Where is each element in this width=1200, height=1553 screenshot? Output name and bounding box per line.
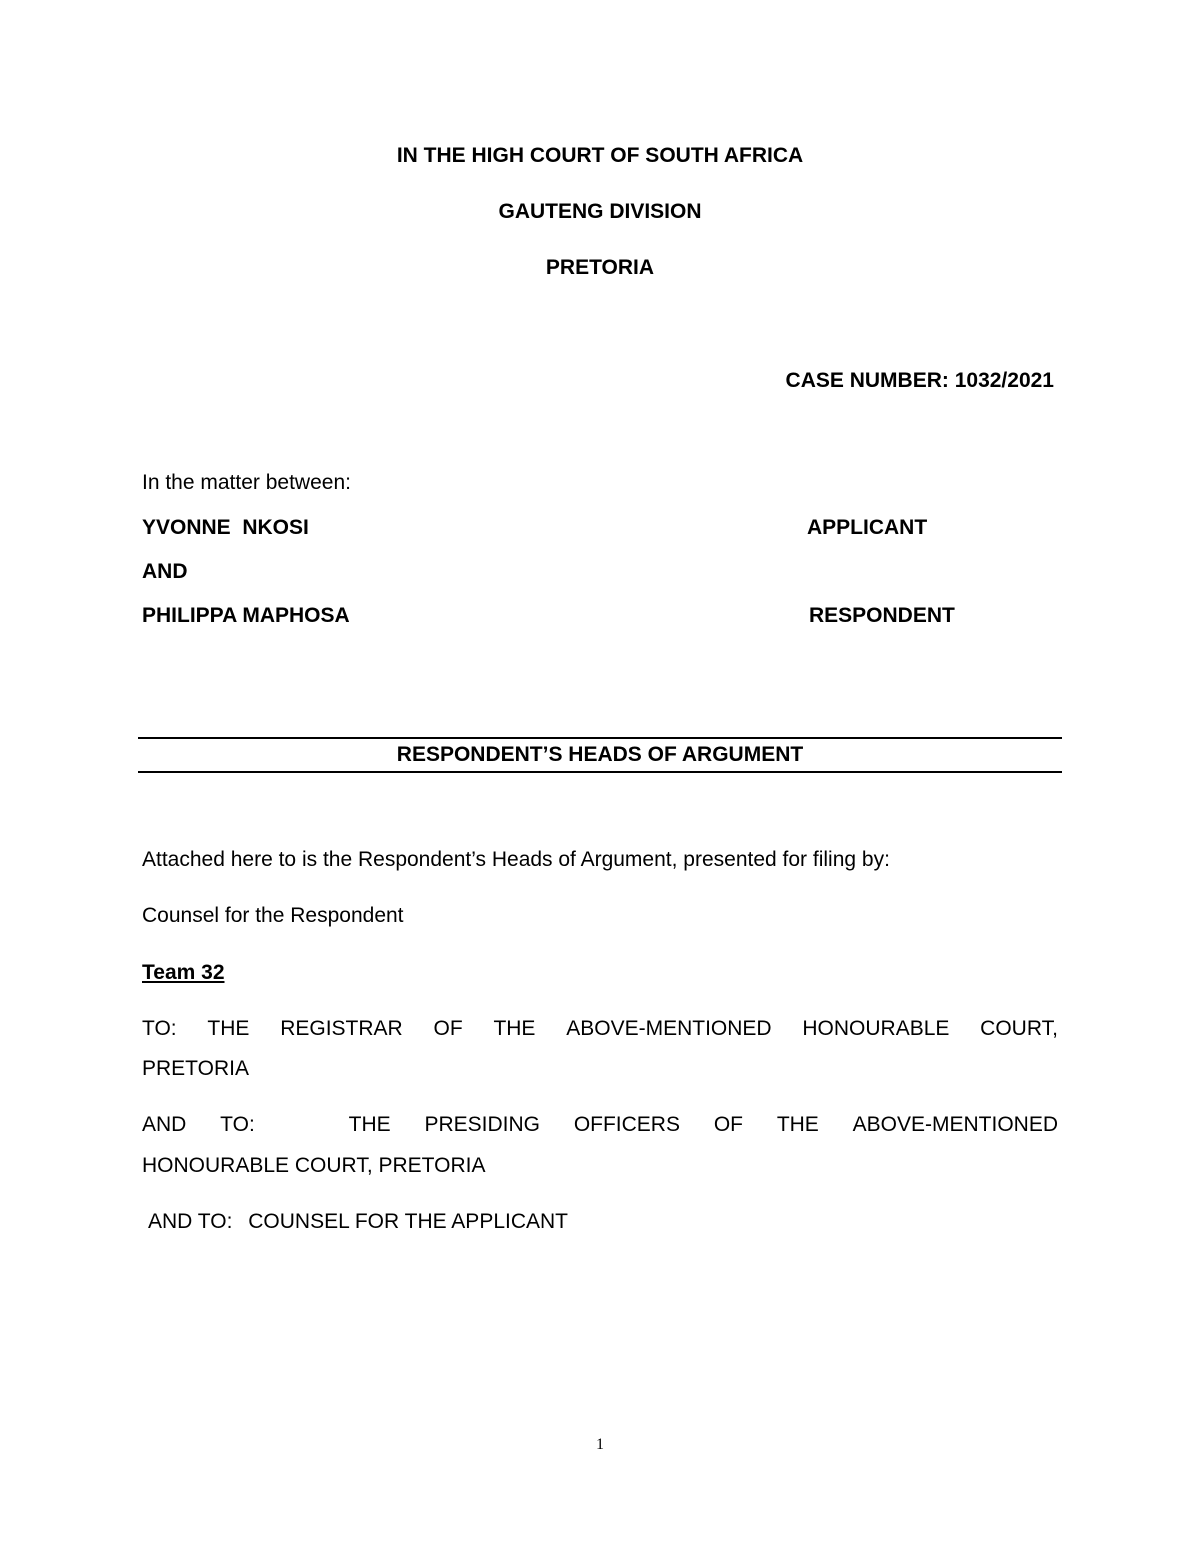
registrar-line-continued: PRETORIA [142, 1057, 249, 1080]
respondent-role: RESPONDENT [809, 604, 955, 627]
presiding-word: ABOVE-MENTIONED [852, 1113, 1058, 1136]
page-number: 1 [596, 1436, 604, 1453]
document-title: RESPONDENT’S HEADS OF ARGUMENT [396, 743, 804, 766]
attached-statement: Attached here to is the Respondent’s Heads of Argument, presented for filing by: [142, 848, 890, 871]
applicant-counsel-text: COUNSEL FOR THE APPLICANT [248, 1210, 569, 1233]
registrar-word: HONOURABLE [802, 1017, 950, 1040]
city-heading: PRETORIA [545, 256, 655, 279]
presiding-word: THE [776, 1113, 819, 1136]
registrar-word: ABOVE-MENTIONED [566, 1017, 772, 1040]
registrar-word: OF [433, 1017, 463, 1040]
title-rule-top [138, 737, 1062, 739]
case-number-label: CASE NUMBER: [785, 369, 949, 392]
registrar-word: THE [493, 1017, 536, 1040]
applicant-role: APPLICANT [807, 516, 928, 539]
registrar-line [142, 1017, 1058, 1041]
presiding-line [142, 1113, 1058, 1137]
registrar-word: REGISTRAR [280, 1017, 403, 1040]
presiding-line-continued: HONOURABLE COURT, PRETORIA [142, 1154, 486, 1177]
case-number [786, 369, 1054, 393]
court-heading: IN THE HIGH COURT OF SOUTH AFRICA [396, 144, 804, 167]
applicant-counsel-prefix: AND TO: [148, 1210, 233, 1233]
applicant-counsel-line [148, 1210, 568, 1234]
registrar-word: TO: [142, 1017, 177, 1040]
parties-intro: In the matter between: [142, 471, 351, 494]
team-label: Team 32 [142, 961, 225, 984]
registrar-word: COURT, [980, 1017, 1058, 1040]
case-number-value: 1032/2021 [954, 369, 1054, 392]
applicant-name: YVONNE NKOSI [142, 516, 309, 539]
presiding-word: OF [713, 1113, 743, 1136]
division-heading: GAUTENG DIVISION [498, 200, 702, 223]
presiding-word: PRESIDING [424, 1113, 540, 1136]
registrar-word: THE [207, 1017, 250, 1040]
presiding-word: OFFICERS [573, 1113, 680, 1136]
respondent-name: PHILIPPA MAPHOSA [142, 604, 350, 627]
counsel-line: Counsel for the Respondent [142, 904, 404, 927]
parties-conjunction: AND [142, 560, 188, 583]
presiding-word: THE [348, 1113, 391, 1136]
title-rule-bottom [138, 771, 1062, 773]
presiding-word: AND [142, 1113, 187, 1136]
presiding-word: TO: [220, 1113, 255, 1136]
